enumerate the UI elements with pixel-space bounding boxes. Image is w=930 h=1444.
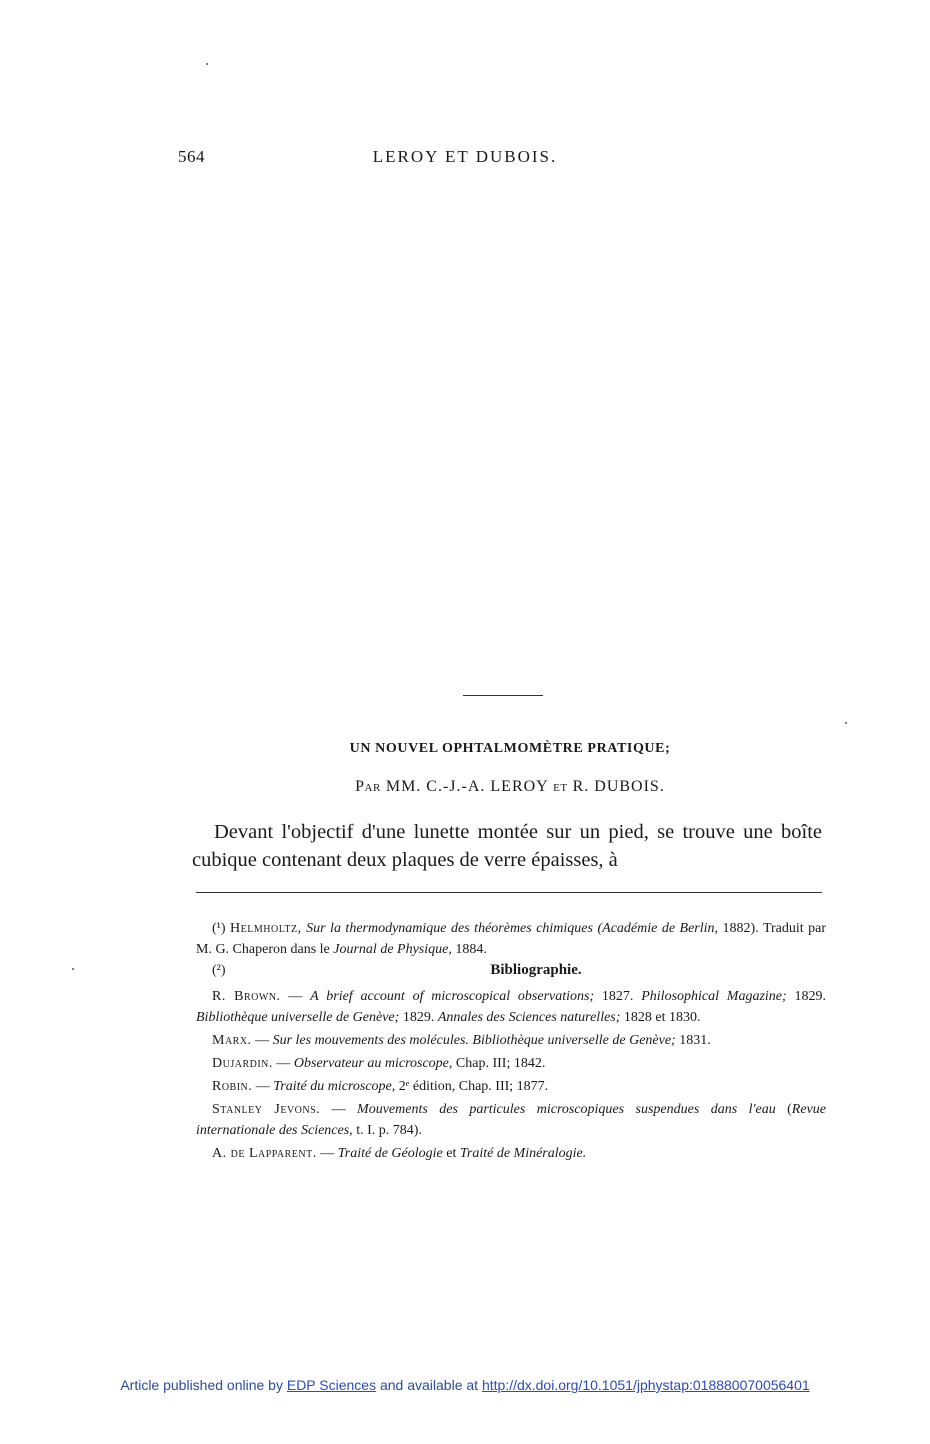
bib-title: Annales des Sciences naturelles; [437,1010,621,1025]
byline-names: MM. C.-J.-A. LEROY [385,778,549,795]
bib-author: R. Brown. [212,989,281,1004]
bib-title: Sur les mouvements des molécules. Bibliothèque universelle de Genève; [272,1033,676,1048]
scan-speck [206,63,208,65]
bib-year: 2ᵉ édition, Chap. III; 1877. [395,1079,549,1094]
footnote-1-journal: Journal de Physique, [333,942,452,957]
footer-prefix: Article published online by [120,1377,287,1393]
footnote-1-author: Helmholtz, [230,921,302,936]
page-number: 564 [178,147,205,166]
bib-title: Revue internationale des Sciences, [196,1102,826,1138]
footer-middle: and available at [376,1377,482,1393]
footnote-1-mark: (¹) [212,921,226,936]
bib-dash: — [251,1033,273,1048]
bib-author: Robin. [212,1079,253,1094]
bib-entry [196,1030,826,1051]
byline-par: Par [355,778,381,795]
byline-name2: R. DUBOIS. [572,778,665,795]
byline [0,778,930,796]
scan-speck [845,722,847,724]
bib-entry [196,1076,826,1097]
running-head: LEROY ET DUBOIS. [372,147,558,166]
footnote-1-title: Sur la thermodynamique des théorèmes chimiques [306,921,593,936]
bib-year: t. I. p. 784). [352,1123,422,1138]
bib-title: Observateur au microscope, [293,1056,453,1071]
article-title: UN NOUVEL OPHTALMOMÈTRE PRATIQUE; [349,741,671,756]
bib-dash: — [316,1146,338,1161]
footnote-rule [196,892,822,893]
publication-footer [0,1377,930,1393]
byline-et: et [553,778,568,795]
bib-author: Dujardin. [212,1056,273,1071]
footnote-1-rest: 1882). Traduit par M. G. Chaperon dans le [196,921,827,957]
bib-dash: — [252,1079,274,1094]
footnote-1-year: 1884. [455,942,487,957]
bib-title: Traité de Géologie [337,1146,443,1161]
footnotes [196,918,826,1166]
bib-author: Marx. [212,1033,252,1048]
bib-author: Stanley Jevons. [212,1102,321,1117]
bib-dash: — [320,1102,358,1117]
bib-entry [196,1143,826,1164]
scan-speck [72,968,74,970]
bib-title: Traité du microscope, [273,1079,396,1094]
footnote-2-heading [196,960,826,986]
bib-entry [196,986,826,1028]
bib-title: Philosophical Magazine; [641,989,787,1004]
bibliography-heading: Bibliographie. [490,962,582,978]
bib-dash: — [280,989,311,1004]
bib-year: 1828 et 1830. [620,1010,701,1025]
section-divider [463,695,543,696]
bib-entry [196,1053,826,1074]
bib-punct: ( [775,1102,792,1117]
bib-title: Bibliothèque universelle de Genève; [196,1010,400,1025]
bib-year: 1831. [675,1033,711,1048]
bib-dash: — [272,1056,294,1071]
bib-year: 1829. [399,1010,438,1025]
footnote-1 [196,918,826,960]
bib-year: 1827. [594,989,642,1004]
bib-year: Chap. III; 1842. [452,1056,546,1071]
bib-title: Traité de Minéralogie. [459,1146,587,1161]
footnote-2-mark: (²) [212,963,226,978]
bib-entry [196,1099,826,1141]
bib-author: A. de Lapparent. [212,1146,317,1161]
footnote-1-source: (Académie de Berlin, [597,921,719,936]
doi-link[interactable]: http://dx.doi.org/10.1051/jphystap:018880070056401 [481,1377,810,1393]
bib-year: 1829. [786,989,826,1004]
body-paragraph: Devant l'objectif d'une lunette montée sur un pied, se trouve une boîte cubique contenant deux plaques de verre épaisses, à [192,821,822,871]
bib-title: A brief account of microscopical observations; [310,989,595,1004]
bib-conj: et [442,1146,460,1161]
publisher-link[interactable]: EDP Sciences [286,1377,377,1393]
bib-title: Mouvements des particules microscopiques suspendues dans l'eau [357,1102,776,1117]
